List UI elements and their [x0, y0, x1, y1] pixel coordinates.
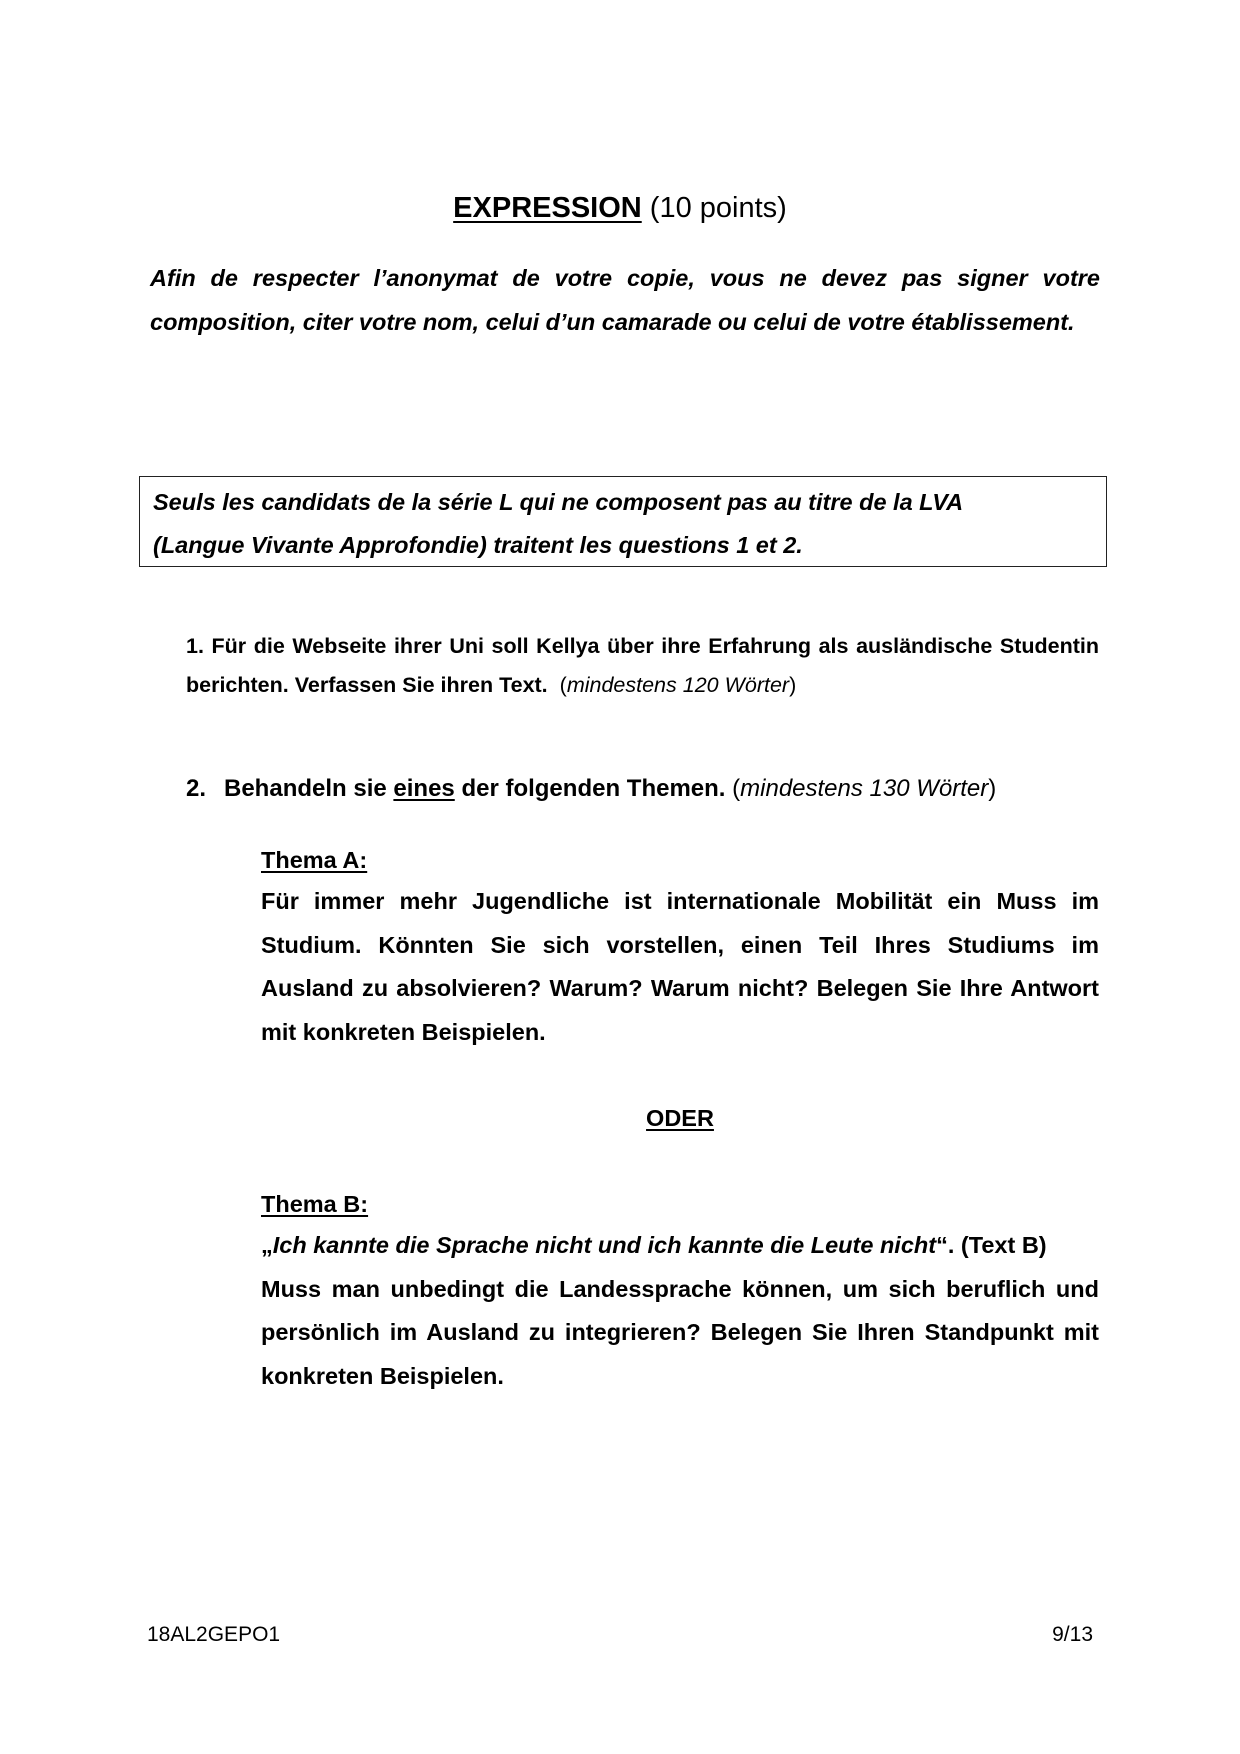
- theme-b-content: [261, 1224, 1099, 1398]
- section-title: EXPRESSION: [453, 192, 642, 224]
- page-title: [0, 188, 1240, 228]
- question-1: [186, 627, 1099, 705]
- series-l-notice-box: [139, 476, 1107, 567]
- question-1-word-count: (mindestens 120 Wörter): [559, 673, 797, 697]
- question-2-word-count: (mindestens 130 Wörter): [732, 775, 997, 802]
- footer-exam-code: 18AL2GEPO1: [147, 1623, 281, 1646]
- footer-page-number: 9/13: [1052, 1623, 1093, 1646]
- theme-b-heading: Thema B:: [261, 1191, 369, 1217]
- question-2-number: 2.: [186, 775, 207, 802]
- question-1-text: 1. Für die Webseite ihrer Uni soll Kellya über ihre Erfahrung als ausländische Studentin berichten. Verfassen Sie ihren Text.: [186, 634, 1099, 697]
- theme-a-body: Für immer mehr Jugendliche ist internationale Mobilität ein Muss im Studium. Könnten Sie sich vorstellen, einen Teil Ihres Studiums im Ausland zu absolvieren? Warum? Warum nicht? Belegen Sie Ihre Antwort mit konkreten Beispielen.: [261, 888, 1099, 1045]
- theme-a-heading: Thema A:: [261, 847, 368, 873]
- series-l-notice-line-2: (Langue Vivante Approfondie) traitent les questions 1 et 2.: [153, 532, 803, 558]
- anonymity-notice: Afin de respecter l’anonymat de votre copie, vous ne devez pas signer votre composition, citer votre nom, celui d’un camarade ou celui de votre établissement.: [150, 265, 1100, 335]
- series-l-notice-line-1: Seuls les candidats de la série L qui ne composent pas au titre de la LVA: [153, 489, 964, 515]
- question-2-text-before: Behandeln sie: [224, 775, 387, 802]
- separator-oder: ODER: [646, 1105, 714, 1131]
- question-2-underlined: eines: [393, 775, 455, 802]
- question-2: [186, 769, 1099, 809]
- theme-b-quote: Ich kannte die Sprache nicht und ich kannte die Leute nicht: [272, 1232, 937, 1258]
- theme-b-quote-line: „Ich kannte die Sprache nicht und ich kannte die Leute nicht“. (Text B): [261, 1232, 1047, 1258]
- theme-b-body: Muss man unbedingt die Landessprache können, um sich beruflich und persönlich im Ausland zu integrieren? Belegen Sie Ihren Standpunkt mit konkreten Beispielen.: [261, 1275, 1099, 1389]
- section-points: (10 points): [649, 192, 787, 224]
- question-2-text-after: der folgenden Themen.: [461, 775, 726, 802]
